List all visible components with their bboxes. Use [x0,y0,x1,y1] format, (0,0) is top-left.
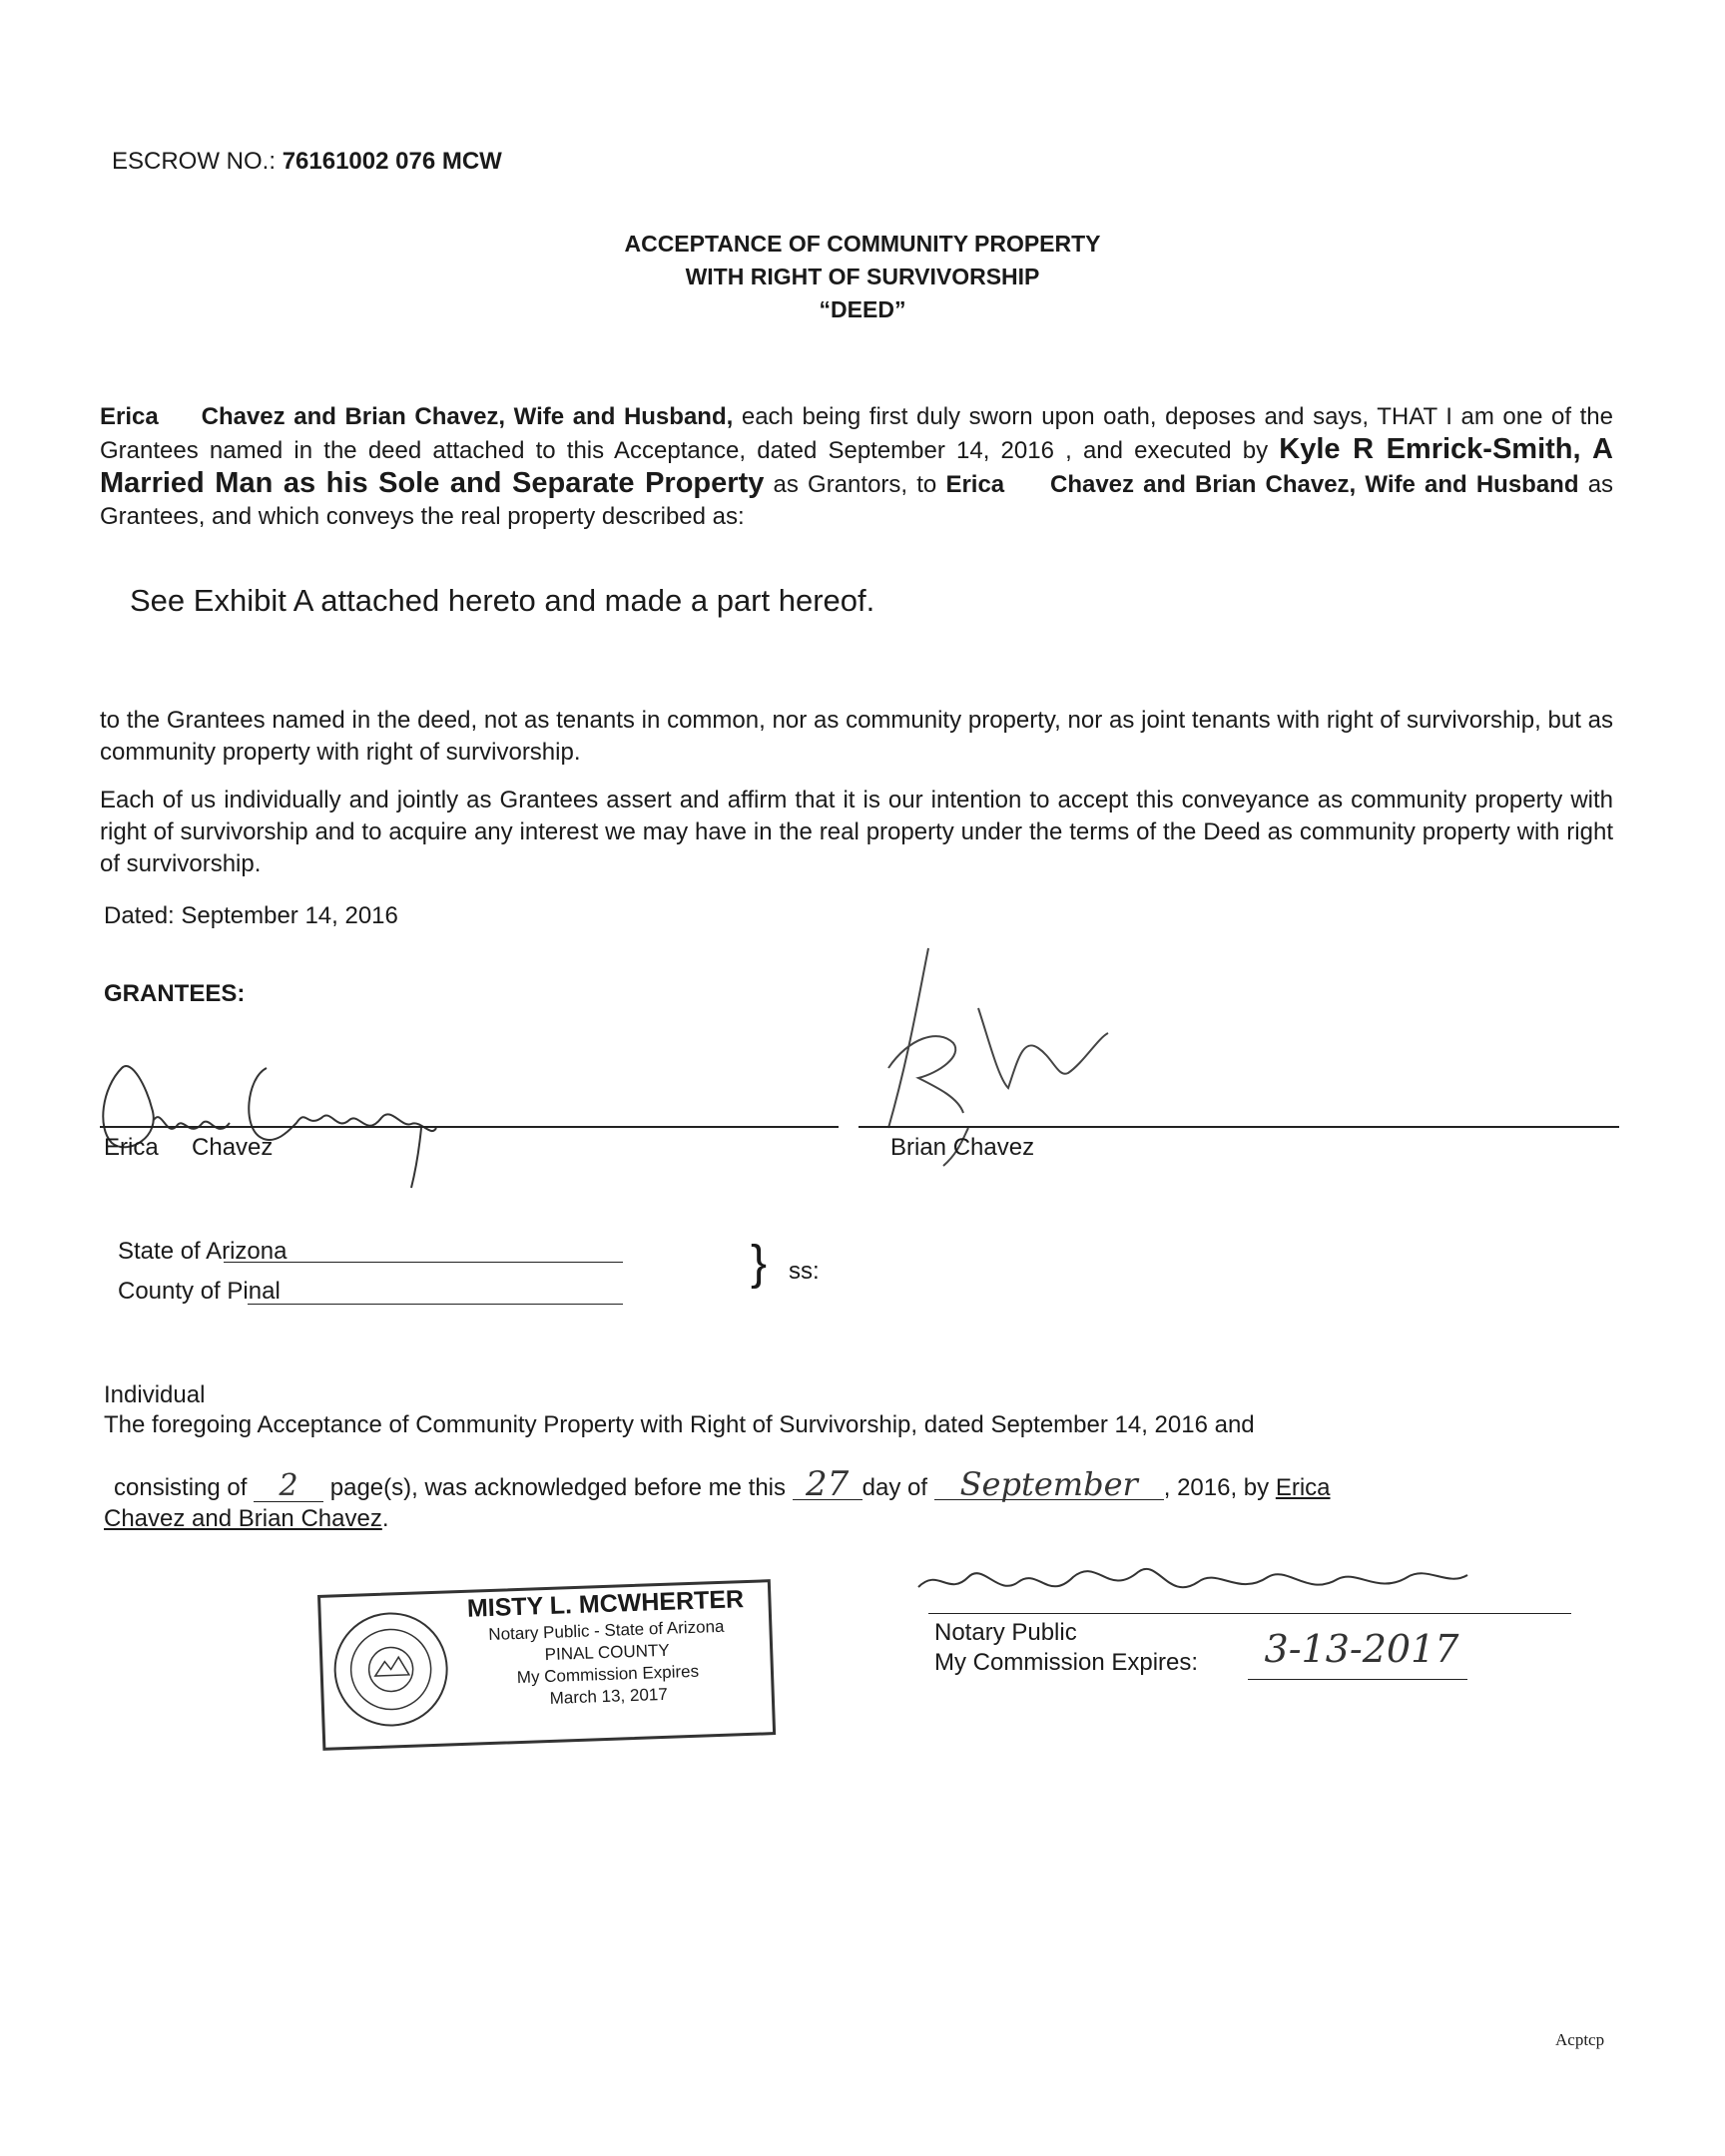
notary-signature-line [928,1613,1571,1614]
notary-public-label: Notary Public [934,1619,1077,1646]
grantors-names: Kyle R Emrick-Smith, A Married Man as his Sole and Separate Property [100,433,1614,499]
acknowledged-names-1: Erica [1275,1474,1331,1501]
state-underline [224,1262,623,1263]
oath-text: each being first duly sworn upon oath, deposes and says, THAT I am one of the Grantees named in the deed attached to this Acceptance, dated September 14, 2016 , and executed by [100,403,1613,464]
commission-label: My Commission Expires: [934,1649,1199,1676]
grantee-first-name: Erica [100,403,159,430]
ack-period: . [381,1505,389,1532]
stamp-line-2: Notary Public - State of Arizona [488,1616,725,1645]
erica-first-name: Erica [104,1134,159,1161]
year-text: , 2016, by [1163,1474,1270,1501]
arizona-state-seal-icon [329,1607,453,1731]
state-line [118,1236,287,1268]
county-label: County of [118,1278,221,1305]
conveys-text: as Grantees, and which conveys the real property described as: [100,471,1614,530]
acknowledgment-line-3 [104,1503,389,1535]
day-value: 27 [793,1469,862,1500]
erica-last-name: Chavez [192,1134,274,1161]
grantee-first-name-2: Erica [945,471,1005,498]
stamp-line-5: March 13, 2017 [549,1684,669,1708]
title-line-3: “DEED” [819,296,906,322]
acknowledged-names-2: Chavez and Brian Chavez [104,1505,382,1532]
stamp-line-4: My Commission Expires [516,1661,700,1688]
page-count: 2 [254,1471,323,1502]
footer-code: Acptcp [1555,2030,1605,2049]
grantee-names-2: Chavez and Brian Chavez, Wife and Husband [1049,471,1579,498]
stamp-line-3: PINAL COUNTY [544,1640,670,1665]
state-value: Arizona [206,1238,288,1265]
consisting-label: consisting of [114,1474,248,1501]
title-line-2: WITH RIGHT OF SURVIVORSHIP [685,264,1040,289]
title-line-1: ACCEPTANCE OF COMMUNITY PROPERTY [624,231,1101,257]
document-title [0,228,1725,326]
brian-printed-name: Brian Chavez [890,1134,1035,1161]
tenancy-paragraph: to the Grantees named in the deed, not as tenants in common, nor as community property, nor as joint tenants with right of survivorship, but as community property with right of survivorship. [100,707,1613,766]
grantee-names: Chavez and Brian Chavez, Wife and Husband, [201,403,734,430]
venue-brace: } [751,1237,768,1290]
county-underline [248,1304,623,1305]
stamp-notary-name: MISTY L. MCWHERTER [466,1585,745,1623]
notary-signature [908,1547,1487,1617]
escrow-label: ESCROW NO.: [112,148,277,175]
state-label: State of [118,1238,201,1265]
notary-stamp [317,1579,776,1751]
brian-signature-line [859,1126,1619,1128]
escrow-number: 76161002 076 MCW [282,148,502,175]
erica-printed-name [104,1132,273,1164]
commission-underline [1248,1679,1467,1680]
dated-line: Dated: September 14, 2016 [104,902,398,929]
grantors-text: as Grantors, to [773,471,937,498]
acknowledgment-line-2 [114,1464,1331,1504]
commission-date: 3-13-2017 [1264,1627,1459,1671]
erica-signature-line [100,1126,839,1128]
grantees-label: GRANTEES: [104,980,246,1007]
erica-chavez-signature [92,1028,491,1198]
venue-ss: ss: [789,1258,820,1285]
month-value: September [934,1469,1164,1500]
escrow-line [112,146,502,178]
acknowledgment-line-1: The foregoing Acceptance of Community Property with Right of Survivorship, dated September 14, 2016 and [104,1411,1255,1438]
stamp-lines [451,1615,764,1714]
exhibit-reference: See Exhibit A attached hereto and made a part hereof. [130,583,875,618]
county-value: Pinal [227,1278,281,1305]
pages-text: page(s), was acknowledged before me this [329,1474,786,1501]
acknowledgment-type: Individual [104,1381,206,1408]
intention-paragraph: Each of us individually and jointly as Grantees assert and affirm that it is our intention to accept this conveyance as community property with right of survivorship and to acquire any interest we may have in the real property under the terms of the Deed as community property with right of survivorship. [100,787,1613,877]
day-of-text: day of [862,1474,928,1501]
grantee-oath-paragraph [100,401,1613,533]
